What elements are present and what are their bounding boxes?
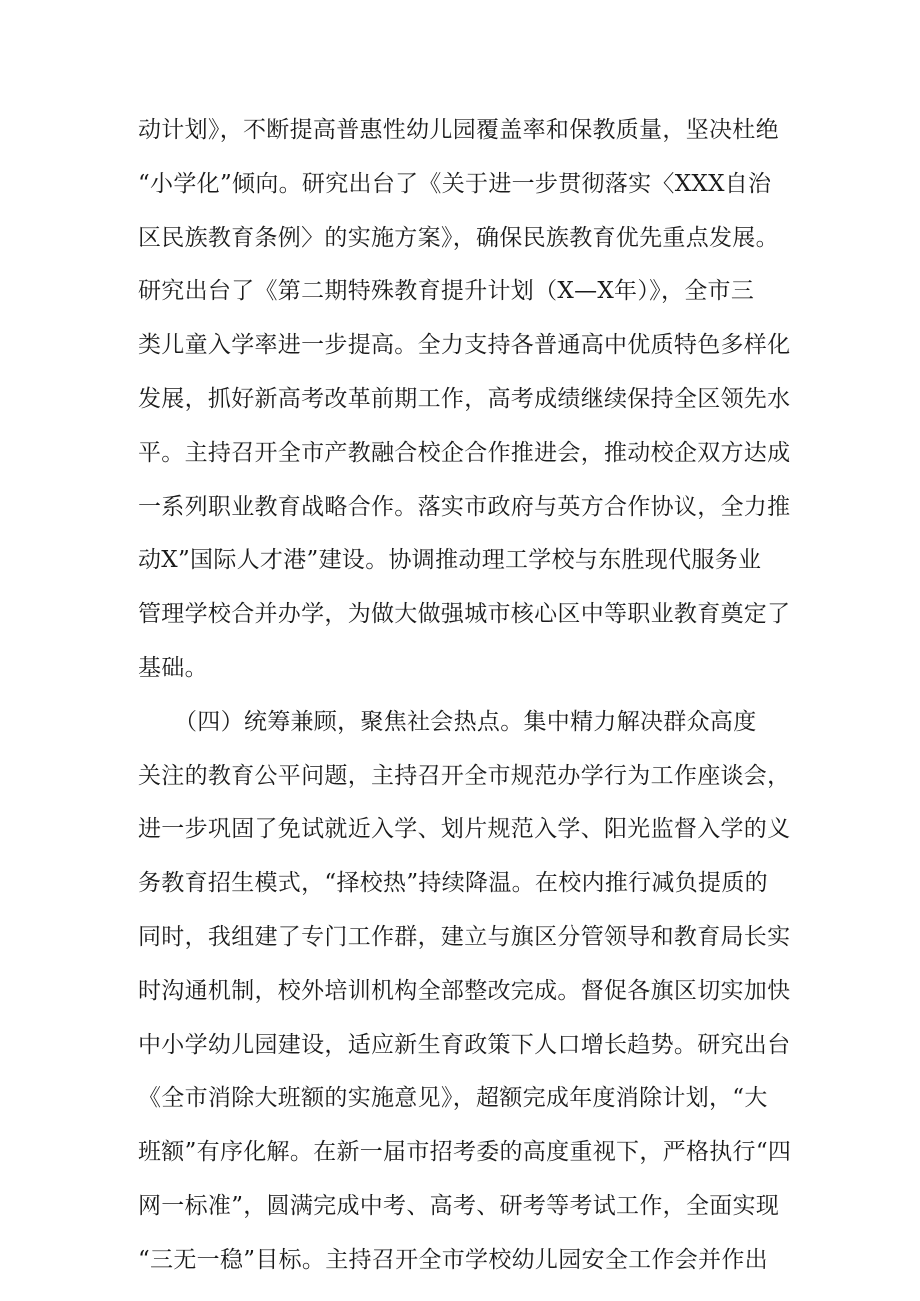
text-line: “三无一稳”目标。主持召开全市学校幼儿园安全工作会并作出: [138, 1246, 768, 1273]
text-line: 关注的教育公平问题，主持召开全市规范办学行为工作座谈会，: [138, 762, 791, 789]
text-line: 务教育招生模式，“择校热”持续降温。在校内推行减负提质的: [138, 870, 768, 897]
text-line: 研究出台了《第二期特殊教育提升计划（X—X年）》，全市三: [138, 278, 755, 305]
text-line: 网一标准”，圆满完成中考、高考、研考等考试工作，全面实现: [138, 1192, 780, 1219]
text-line: 进一步巩固了免试就近入学、划片规范入学、阳光监督入学的义: [138, 816, 791, 843]
text-line: 基础。: [138, 654, 208, 681]
body-text: [138, 104, 792, 1288]
text-line: 发展，抓好新高考改革前期工作，高考成绩继续保持全区领先水: [138, 385, 791, 412]
section-heading-line: （四）统筹兼顾，聚焦社会热点。集中精力解决群众高度: [174, 708, 757, 735]
text-line: 中小学幼儿园建设，适应新生育政策下人口增长趋势。研究出台: [138, 1031, 791, 1058]
text-line: 管理学校合并办学，为做大做强城市核心区中等职业教育奠定了: [138, 601, 791, 628]
text-line: 时沟通机制，校外培训机构全部整改完成。督促各旗区切实加快: [138, 977, 791, 1004]
text-line: 一系列职业教育战略合作。落实市政府与英方合作协议，全力推: [138, 493, 791, 520]
text-line: 班额”有序化解。在新一届市招考委的高度重视下，严格执行“四: [138, 1139, 792, 1166]
text-line: 动计划》，不断提高普惠性幼儿园覆盖率和保教质量，坚决杜绝: [138, 117, 779, 143]
text-line: “小学化”倾向。研究出台了《关于进一步贯彻落实〈XXX自治: [138, 170, 772, 197]
text-line: 平。主持召开全市产教融合校企合作推进会，推动校企双方达成: [138, 439, 791, 466]
text-line: 《全市消除大班额的实施意见》，超额完成年度消除计划，“大: [138, 1085, 768, 1112]
text-line: 类儿童入学率进一步提高。全力支持各普通高中优质特色多样化: [138, 332, 791, 359]
text-line: 动X”国际人才港”建设。协调推动理工学校与东胜现代服务业: [138, 547, 762, 574]
text-line: 同时，我组建了专门工作群，建立与旗区分管领导和教育局长实: [138, 923, 791, 950]
text-line: 区民族教育条例〉的实施方案》，确保民族教育优先重点发展。: [138, 224, 779, 251]
